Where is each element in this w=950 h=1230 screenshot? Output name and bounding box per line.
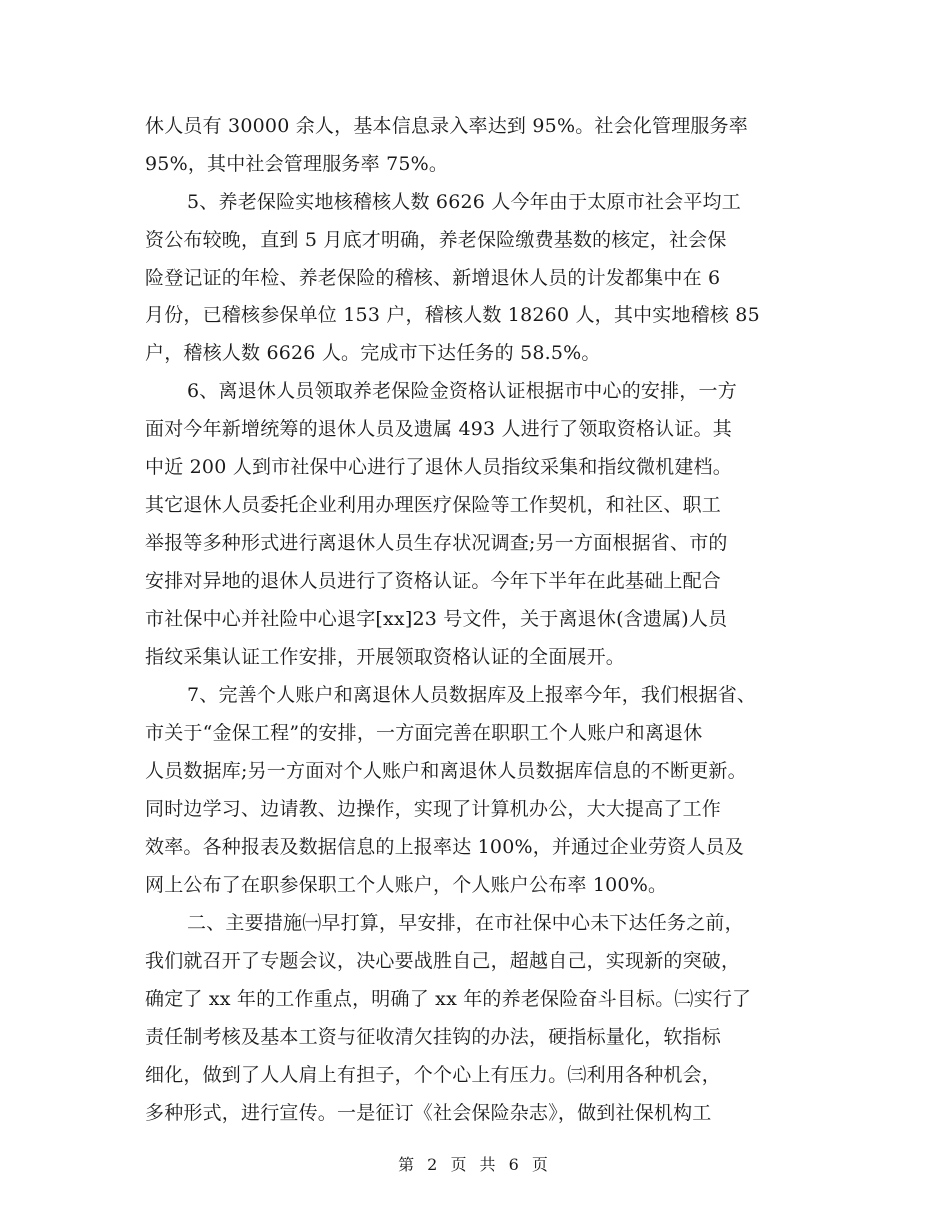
text-line: 市社保中心并社险中心退字[xx]23 号文件，关于离退休(含遗属)人员 — [145, 608, 728, 630]
text-line: 月份，已稽核参保单位 153 户，稽核人数 18260 人，其中实地稽核 85 — [145, 304, 760, 326]
text-line: 市关于“金保工程”的安排，一方面完善在职职工个人账户和离退休 — [145, 722, 703, 744]
text-line: 户，稽核人数 6626 人。完成市下达任务的 58.5%。 — [145, 342, 601, 364]
text-line: 休人员有 30000 余人，基本信息录入率达到 95%。社会化管理服务率 — [145, 115, 748, 137]
text-line: 细化，做到了人人肩上有担子，个个心上有压力。㈢利用各种机会， — [145, 1064, 722, 1086]
text-line: 效率。各种报表及数据信息的上报率达 100%，并通过企业劳资人员及 — [145, 836, 744, 858]
text-line: 中近 200 人到市社保中心进行了退休人员指纹采集和指纹微机建档。 — [145, 456, 732, 478]
text-line: 面对今年新增统筹的退休人员及遗属 493 人进行了领取资格认证。其 — [145, 418, 732, 440]
text-line: 举报等多种形式进行离退休人员生存状况调查;另一方面根据省、市的 — [145, 532, 728, 554]
text-line: 责任制考核及基本工资与征收清欠挂钩的办法，硬指标量化，软指标 — [145, 1026, 722, 1048]
text-line: 指纹采集认证工作安排，开展领取资格认证的全面展开。 — [145, 646, 626, 668]
text-line: 95%，其中社会管理服务率 75%。 — [145, 153, 449, 175]
text-line: 其它退休人员委托企业利用办理医疗保险等工作契机，和社区、职工 — [145, 494, 722, 516]
text-line: 确定了 xx 年的工作重点，明确了 xx 年的养老保险奋斗目标。㈡实行了 — [145, 988, 752, 1010]
page-footer: 第 2 页 共 6 页 — [398, 1155, 552, 1174]
text-line: 我们就召开了专题会议，决心要战胜自己，超越自己，实现新的突破， — [145, 950, 741, 972]
text-line: 人员数据库;另一方面对个人账户和离退休人员数据库信息的不断更新。 — [145, 760, 747, 782]
text-line: 二、主要措施㈠早打算，早安排，在市社保中心未下达任务之前， — [187, 912, 744, 934]
text-line: 6、离退休人员领取养老保险金资格认证根据市中心的安排，一方 — [187, 380, 737, 402]
text-line: 同时边学习、边请教、边操作，实现了计算机办公，大大提高了工作 — [145, 798, 722, 820]
text-line: 网上公布了在职参保职工个人账户，个人账户公布率 100%。 — [145, 874, 668, 896]
text-line: 资公布较晚，直到 5 月底才明确，养老保险缴费基数的核定，社会保 — [145, 229, 727, 251]
text-line: 险登记证的年检、养老保险的稽核、新增退休人员的计发都集中在 6 — [145, 267, 721, 289]
text-line: 多种形式，进行宣传。一是征订《社会保险杂志》，做到社保机构工 — [145, 1102, 712, 1124]
text-line: 安排对异地的退休人员进行了资格认证。今年下半年在此基础上配合 — [145, 570, 722, 592]
text-line: 7、完善个人账户和离退休人员数据库及上报率今年，我们根据省、 — [187, 684, 757, 706]
text-line: 5、养老保险实地核稽核人数 6626 人今年由于太原市社会平均工 — [187, 191, 741, 213]
